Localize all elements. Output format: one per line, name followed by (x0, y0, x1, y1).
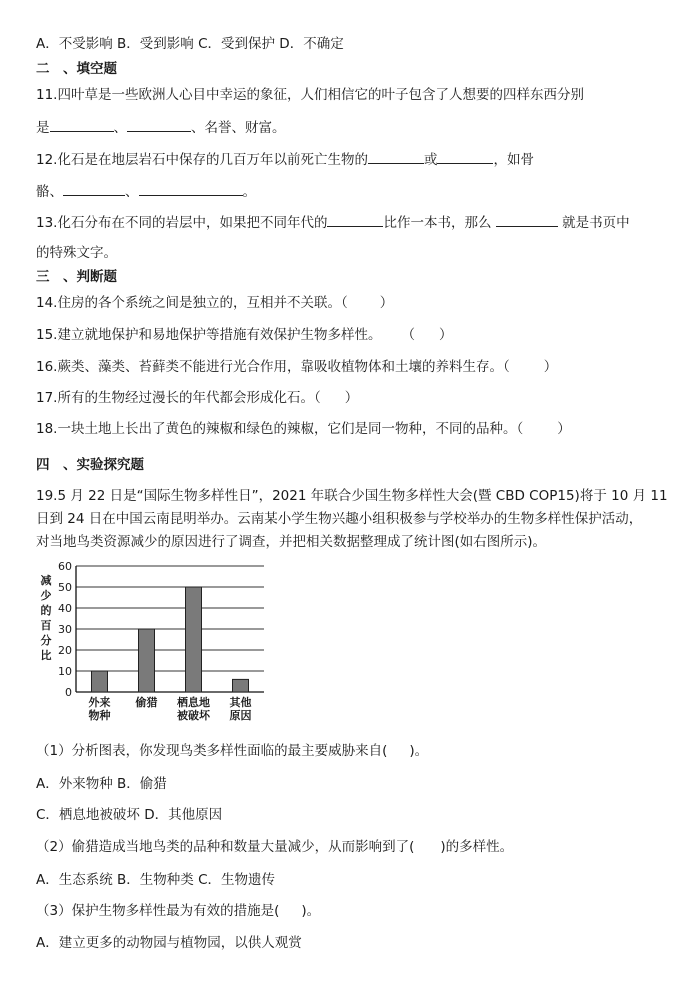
bar (92, 671, 108, 692)
y-tick-label: 30 (58, 623, 72, 636)
x-tick-label: 其他 (229, 696, 252, 709)
bird-decline-bar-chart (36, 558, 276, 728)
text-line (36, 213, 630, 232)
text-line (36, 182, 256, 201)
text-line (36, 150, 534, 169)
text-segment: （ (401, 327, 415, 343)
text-line (36, 244, 117, 262)
text-segment: 14.住房的各个系统之间是独立的，互相并不关联。（ (36, 295, 348, 311)
y-axis-label-char: 少 (40, 589, 52, 602)
text-segment: 。 (242, 184, 256, 200)
text-segment: ） (557, 421, 571, 437)
x-tick-label: 原因 (229, 709, 252, 722)
text-segment: 、 (113, 120, 127, 136)
text-line (36, 902, 320, 920)
text-segment: 三 、判断题 (36, 269, 117, 285)
x-tick-label: 外来 (88, 696, 111, 709)
answer-blank[interactable] (139, 182, 243, 196)
text-line (36, 871, 275, 889)
text-segment: A．建立更多的动物园与植物园，以供人观赏 (36, 935, 302, 951)
text-segment: )。 (409, 743, 429, 759)
text-segment: ） (543, 359, 558, 375)
y-axis-label-char: 分 (40, 634, 52, 647)
text-line (36, 420, 571, 438)
answer-blank[interactable] (63, 182, 125, 196)
text-line (36, 775, 167, 793)
x-tick-label: 被破坏 (177, 709, 210, 722)
y-axis-label-char: 的 (40, 604, 52, 617)
text-segment: 或 (423, 152, 438, 168)
text-line (36, 533, 546, 551)
y-tick-label: 10 (58, 665, 72, 678)
x-tick-label: 栖息地 (177, 696, 210, 709)
text-segment: )的多样性。 (440, 839, 514, 855)
text-segment: 18.一块土地上长出了黄色的辣椒和绿色的辣椒，它们是同一物种，不同的品种。（ (36, 421, 524, 437)
text-line (36, 358, 557, 376)
text-segment: A．不受影响 B．受到影响 C．受到保护 D．不确定 (36, 36, 344, 52)
bar (233, 679, 249, 692)
answer-blank[interactable] (496, 213, 558, 227)
text-line (36, 838, 513, 856)
text-segment: 12.化石是在地层岩石中保存的几百万年以前死亡生物的 (36, 152, 368, 168)
y-tick-label: 20 (58, 644, 72, 657)
text-line (36, 487, 668, 505)
text-segment: 的特殊文字。 (36, 245, 117, 261)
section-heading (36, 60, 117, 78)
text-segment: 二 、填空题 (36, 61, 117, 77)
text-segment: ） (344, 390, 359, 406)
text-segment: 、 (125, 184, 139, 200)
text-segment: 15.建立就地保护和易地保护等措施有效保护生物多样性。 (36, 327, 382, 343)
x-tick-label: 物种 (88, 709, 111, 722)
text-line (36, 326, 452, 344)
text-segment: 骼、 (36, 184, 63, 200)
text-segment: 16.蕨类、藻类、苔藓类不能进行光合作用，靠吸收植物体和土壤的养料生存。（ (36, 359, 510, 375)
answer-blank[interactable] (327, 213, 383, 227)
text-segment: 日到 24 日在中国云南昆明举办。云南某小学生物兴趣小组积极参与学校举办的生物多样性保护活动， (36, 511, 643, 527)
text-segment: ） (438, 327, 453, 343)
text-segment: （3）保护生物多样性最为有效的措施是( (36, 903, 280, 919)
bar (186, 587, 202, 692)
text-segment: 是 (36, 120, 50, 136)
answer-blank[interactable] (127, 118, 191, 132)
text-line (36, 742, 428, 760)
x-tick-label: 偷猎 (135, 696, 158, 709)
section-heading (36, 268, 117, 286)
bar (139, 629, 155, 692)
answer-blank[interactable] (50, 118, 114, 132)
text-line (36, 806, 222, 824)
text-line (36, 389, 358, 407)
text-segment: 17.所有的生物经过漫长的年代都会形成化石。（ (36, 390, 321, 406)
text-segment: C．栖息地被破坏 D．其他原因 (36, 807, 223, 823)
text-segment: 四 、实验探究题 (36, 457, 144, 473)
text-line (36, 294, 393, 312)
section-heading (36, 456, 144, 474)
text-line (36, 934, 302, 952)
text-segment: 13.化石分布在不同的岩层中，如果把不同年代的 (36, 215, 328, 231)
y-axis-label-char: 比 (40, 649, 52, 662)
answer-blank[interactable] (368, 150, 424, 164)
text-segment: 就是书页中 (557, 215, 630, 231)
y-axis-label-char: 百 (40, 619, 52, 632)
text-line (36, 118, 286, 137)
y-tick-label: 0 (65, 686, 72, 699)
text-segment: )。 (301, 903, 321, 919)
y-axis-label-char: 减 (40, 574, 52, 587)
text-segment: （1）分析图表，你发现鸟类多样性面临的最主要威胁来自( (36, 743, 388, 759)
text-segment: A．生态系统 B．生物种类 C．生物遗传 (36, 872, 276, 888)
text-segment: ，如骨 (493, 152, 534, 168)
answer-blank[interactable] (437, 150, 493, 164)
text-line (36, 510, 642, 528)
text-segment: 对当地鸟类资源减少的原因进行了调查，并把相关数据整理成了统计图(如右图所示)。 (36, 534, 547, 550)
text-segment: 、名誉、财富。 (191, 120, 286, 136)
text-segment: A．外来物种 B．偷猎 (36, 776, 167, 792)
text-segment: ） (379, 295, 394, 311)
y-tick-label: 60 (58, 560, 72, 573)
y-tick-label: 40 (58, 602, 72, 615)
text-segment: 11.四叶草是一些欧洲人心目中幸运的象征，人们相信它的叶子包含了人想要的四样东西分别 (36, 87, 584, 103)
text-segment: （2）偷猎造成当地鸟类的品种和数量大量减少，从而影响到了( (36, 839, 415, 855)
text-line (36, 86, 584, 104)
text-segment: 比作一本书，那么 (383, 215, 496, 231)
text-segment: 19.5 月 22 日是“国际生物多样性日”，2021 年联合少国生物多样性大会(暨 CBD COP15)将于 10 月 11 (36, 488, 668, 504)
text-line (36, 35, 344, 53)
y-tick-label: 50 (58, 581, 72, 594)
